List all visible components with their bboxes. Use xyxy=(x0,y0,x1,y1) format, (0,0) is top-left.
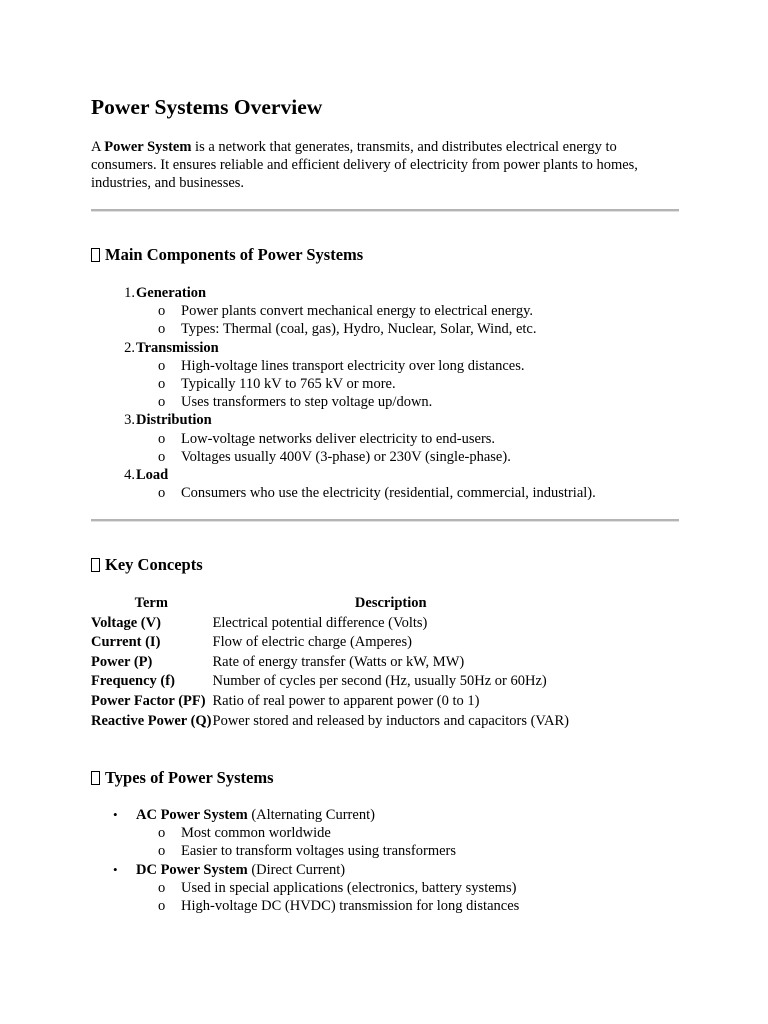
table-row xyxy=(91,672,570,692)
list-item-label: Transmission xyxy=(136,339,219,356)
section-heading-text: Main Components of Power Systems xyxy=(105,245,364,264)
sub-item-text: Power plants convert mechanical energy to electrical energy. xyxy=(181,303,534,320)
sub-list-item xyxy=(91,842,679,860)
section-heading-types xyxy=(91,767,274,789)
sub-bullet: o xyxy=(158,430,166,447)
section-heading-concepts xyxy=(91,554,203,576)
table-row xyxy=(91,692,570,712)
term-cell: Power Factor (PF) xyxy=(91,692,206,709)
sub-item-text: Low-voltage networks deliver electricity to end-users. xyxy=(181,430,496,447)
column-header-term: Term xyxy=(134,595,168,611)
list-item xyxy=(91,411,679,429)
sub-item-text: High-voltage lines transport electricity over long distances. xyxy=(181,357,525,374)
list-item-label: Generation xyxy=(136,285,207,301)
term-cell: Current (I) xyxy=(91,634,161,651)
bullet: • xyxy=(113,807,118,822)
sub-item-text: Consumers who use the electricity (residential, commercial, industrial). xyxy=(181,485,596,502)
list-item xyxy=(91,466,679,484)
description-cell: Power stored and released by inductors and capacitors (VAR) xyxy=(212,712,570,729)
concepts-table xyxy=(91,594,570,731)
sub-item-text: Uses transformers to step voltage up/down. xyxy=(181,394,433,411)
sub-list-item xyxy=(91,302,679,320)
table-row xyxy=(91,614,570,634)
term-cell: Frequency (f) xyxy=(91,673,175,690)
list-item-rest: (Direct Current) xyxy=(247,861,346,878)
table-row xyxy=(91,653,570,673)
table-row xyxy=(91,712,570,732)
list-item xyxy=(91,861,679,879)
sub-list-item xyxy=(91,448,679,466)
list-item-bold: AC Power System xyxy=(136,807,248,823)
sub-bullet: o xyxy=(158,843,166,860)
list-item xyxy=(91,806,679,824)
table-row xyxy=(91,633,570,653)
section-heading-text: Key Concepts xyxy=(105,555,203,574)
sub-list-item xyxy=(91,393,679,411)
intro-prefix: A xyxy=(91,139,105,155)
sub-list-item xyxy=(91,320,679,338)
sub-item-text: High-voltage DC (HVDC) transmission for long distances xyxy=(181,897,520,914)
list-item-label: Load xyxy=(136,466,169,483)
sub-bullet: o xyxy=(158,897,166,914)
horizontal-rule xyxy=(91,519,679,522)
term-cell: Reactive Power (Q) xyxy=(91,712,212,729)
list-item-rest: (Alternating Current) xyxy=(247,807,375,823)
description-cell: Electrical potential difference (Volts) xyxy=(212,614,428,631)
sub-list-item xyxy=(91,484,679,502)
section-heading-text: Types of Power Systems xyxy=(105,768,274,787)
list-item xyxy=(91,339,679,357)
intro-paragraph xyxy=(91,138,679,193)
list-number: 2. xyxy=(124,339,135,356)
list-item-text xyxy=(136,806,375,824)
types-list xyxy=(91,806,679,915)
sub-list-item xyxy=(91,824,679,842)
missing-glyph-icon xyxy=(91,558,100,572)
list-item-bold: DC Power System xyxy=(136,861,248,878)
sub-bullet: o xyxy=(158,321,166,338)
description-cell: Ratio of real power to apparent power (0 to 1) xyxy=(212,692,480,709)
column-header-description: Description xyxy=(354,595,427,611)
sub-item-text: Most common worldwide xyxy=(181,825,331,842)
sub-bullet: o xyxy=(158,357,166,374)
sub-bullet: o xyxy=(158,448,166,465)
missing-glyph-icon xyxy=(91,248,100,262)
description-cell: Number of cycles per second (Hz, usually 50Hz or 60Hz) xyxy=(212,673,547,690)
intro-text: is a network that generates, transmits, and distributes electrical energy to consumers. It ensures reliable and efficient delivery of electricity from power plants to homes, industries, and businesses. xyxy=(91,139,638,192)
components-list xyxy=(91,284,679,502)
description-cell: Flow of electric charge (Amperes) xyxy=(212,634,412,651)
list-item-text xyxy=(136,861,345,879)
term-cell: Power (P) xyxy=(91,653,153,670)
intro-bold-term: Power System xyxy=(104,139,192,155)
sub-bullet: o xyxy=(158,375,166,392)
sub-item-text: Easier to transform voltages using transformers xyxy=(181,843,457,860)
sub-list-item xyxy=(91,879,679,897)
list-number: 1. xyxy=(124,285,135,301)
horizontal-rule xyxy=(91,209,679,212)
sub-item-text: Used in special applications (electronics, battery systems) xyxy=(181,879,517,896)
sub-bullet: o xyxy=(158,879,166,896)
sub-bullet: o xyxy=(158,485,166,502)
sub-item-text: Types: Thermal (coal, gas), Hydro, Nuclear, Solar, Wind, etc. xyxy=(181,321,537,338)
sub-list-item xyxy=(91,430,679,448)
sub-bullet: o xyxy=(158,825,166,842)
description-cell: Rate of energy transfer (Watts or kW, MW) xyxy=(212,653,465,670)
missing-glyph-icon xyxy=(91,771,100,785)
term-cell: Voltage (V) xyxy=(91,614,161,631)
section-heading-components xyxy=(91,244,363,266)
list-item-label: Distribution xyxy=(136,412,212,429)
list-number: 3. xyxy=(124,412,135,429)
list-number: 4. xyxy=(124,466,135,483)
page-title: Power Systems Overview xyxy=(91,95,323,119)
sub-list-item xyxy=(91,375,679,393)
sub-bullet: o xyxy=(158,394,166,411)
sub-item-text: Voltages usually 400V (3-phase) or 230V (single-phase). xyxy=(181,448,511,465)
sub-list-item xyxy=(91,897,679,915)
bullet: • xyxy=(113,861,118,877)
table-header-row xyxy=(91,594,570,614)
sub-bullet: o xyxy=(158,303,166,320)
sub-list-item xyxy=(91,357,679,375)
sub-item-text: Typically 110 kV to 765 kV or more. xyxy=(181,375,396,392)
list-item xyxy=(91,284,679,302)
